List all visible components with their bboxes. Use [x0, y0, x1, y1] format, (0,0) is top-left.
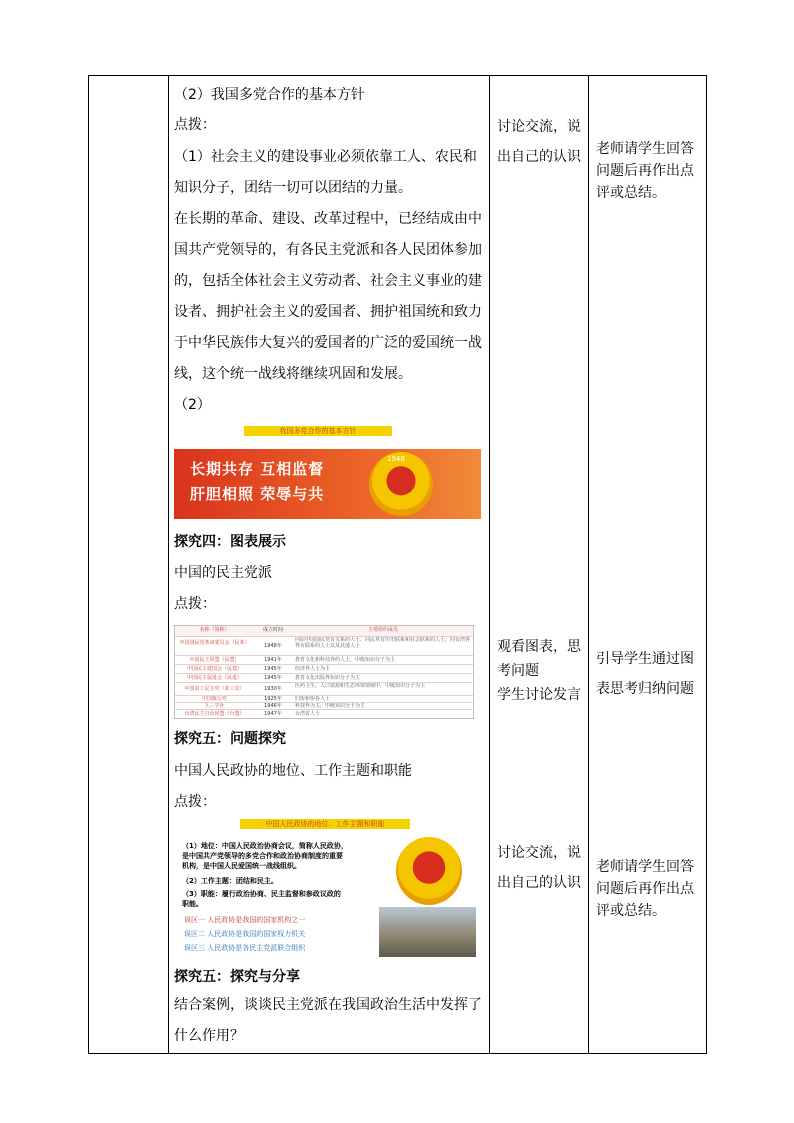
policy-heading: （2）我国多党合作的基本方针 — [174, 87, 365, 103]
banner-line-2: 肝胆相照 荣辱与共 — [190, 485, 325, 503]
content-column — [171, 76, 489, 1053]
lesson-table — [88, 75, 707, 1054]
hint-label: 点拨： — [174, 596, 216, 612]
table-row: 中国国民党革命委员会（民革） 1948年 同原中国国民党有关系的人士、同民革有历史联系和社会联系的人士、同台湾各界有联系的人士以及其他人士 — [175, 636, 473, 656]
table-row: 中国农工民主党（农工党） 1930年 医药卫生、人口资源和生态环境领域中，中级知识分子为主 — [175, 682, 473, 696]
section-6-text: 结合案例，谈谈民主党派在我国政治生活中发挥了什么作用？ — [174, 997, 482, 1044]
cppcc-emblem-icon — [396, 837, 462, 905]
image-caption: 中国人民政协的地位、工作主题和职能 — [240, 819, 410, 829]
design-intent-1: 老师请学生回答问题后再作出点评或总结。 — [596, 141, 694, 201]
image-caption: 我国多党合作的基本方针 — [244, 426, 392, 436]
design-intent-2: 引导学生通过图表思考归纳问题 — [596, 651, 694, 697]
hint-label: 点拨： — [174, 117, 216, 133]
student-activity-column — [494, 76, 587, 1053]
hint-label: 点拨： — [174, 794, 216, 810]
policy-banner — [174, 449, 481, 519]
section-4-title: 探究四：图表展示 — [174, 534, 286, 550]
party-table-header: 名称（简称） — [199, 627, 230, 633]
table-row: 中国致公党 1925年 归侨和侨眷人士 — [175, 695, 473, 703]
label-2: （2） — [174, 397, 211, 413]
table-row: 九三学社 1946年 科技界为主，中级知识分子为主 — [175, 702, 473, 710]
cppcc-image: 中国人民政协的地位、工作主题和职能 （1）地位：中国人民政治协商会议，简称人民政协， 是中国共产党领导的多党合作和政治协商制度的重要 机构，是中国人民爱国统一战线组织。 （2）工作主题：团结和民主。 （3）职能：履行政治协商、民主监督和参政议政的 职能。 误区一 人民政协是我国的国家机构之一 误区二 人民政协是我国的国家权力机关 误区三 人民政协是各民主党派联合组织 — [174, 819, 477, 957]
table-row: 中国民主促进会（民进） 1945年 教育文化出版界知识分子为主 — [175, 673, 473, 684]
column-divider — [168, 76, 169, 1053]
table-row: 中国民主建国会（民建） 1945年 经济界人士为主 — [175, 664, 473, 675]
party-table-image — [174, 625, 474, 719]
emblem-year: 1948 — [387, 455, 405, 463]
design-intent-3: 老师请学生回答问题后再作出点评或总结。 — [596, 859, 694, 919]
paragraph-1: （1）社会主义的建设事业必须依靠工人、农民和知识分子，团结一切可以团结的力量。 — [174, 149, 477, 196]
party-table-header: 主要组织成员 — [367, 627, 398, 633]
student-activity-3: 讨论交流，说出自己的认识 — [497, 845, 581, 891]
student-activity-1: 讨论交流，说出自己的认识 — [497, 119, 581, 165]
paragraph-2: 在长期的革命、建设、改革过程中，已经结成由中国共产党领导的，有各民主党派和各人民团体参加的，包括全体社会主义劳动者、社会主义事业的建设者、拥护社会主义的爱国者、拥护祖国统和致力于中华民族伟大复兴的爱国者的广泛的爱国统一战线，这个统一战线将继续巩固和发展。 — [174, 211, 482, 382]
student-activity-2b: 学生讨论发言 — [497, 687, 581, 703]
policy-image — [174, 426, 481, 521]
section-6-title: 探究五：探究与分享 — [174, 969, 300, 985]
party-table-header: 成立时间 — [262, 627, 283, 633]
table-row: 台湾民主自治同盟（台盟） 1947年 台湾省人士 — [175, 709, 473, 718]
banner-line-1: 长期共存 互相监督 — [190, 460, 325, 478]
column-divider — [588, 76, 589, 1053]
people-photo — [379, 907, 476, 957]
table-row: 中国民主同盟（民盟） 1941年 教育文化和科技界的人士，中级知识分子为主 — [175, 655, 473, 666]
section-5-subtitle: 中国人民政协的地位、工作主题和职能 — [174, 763, 412, 779]
section-5-title: 探究五：问题探究 — [174, 731, 286, 747]
column-divider — [489, 76, 490, 1053]
student-activity-2: 观看图表，思考问题 — [497, 639, 581, 679]
design-intent-column — [593, 76, 705, 1053]
section-4-subtitle: 中国的民主党派 — [174, 565, 272, 581]
